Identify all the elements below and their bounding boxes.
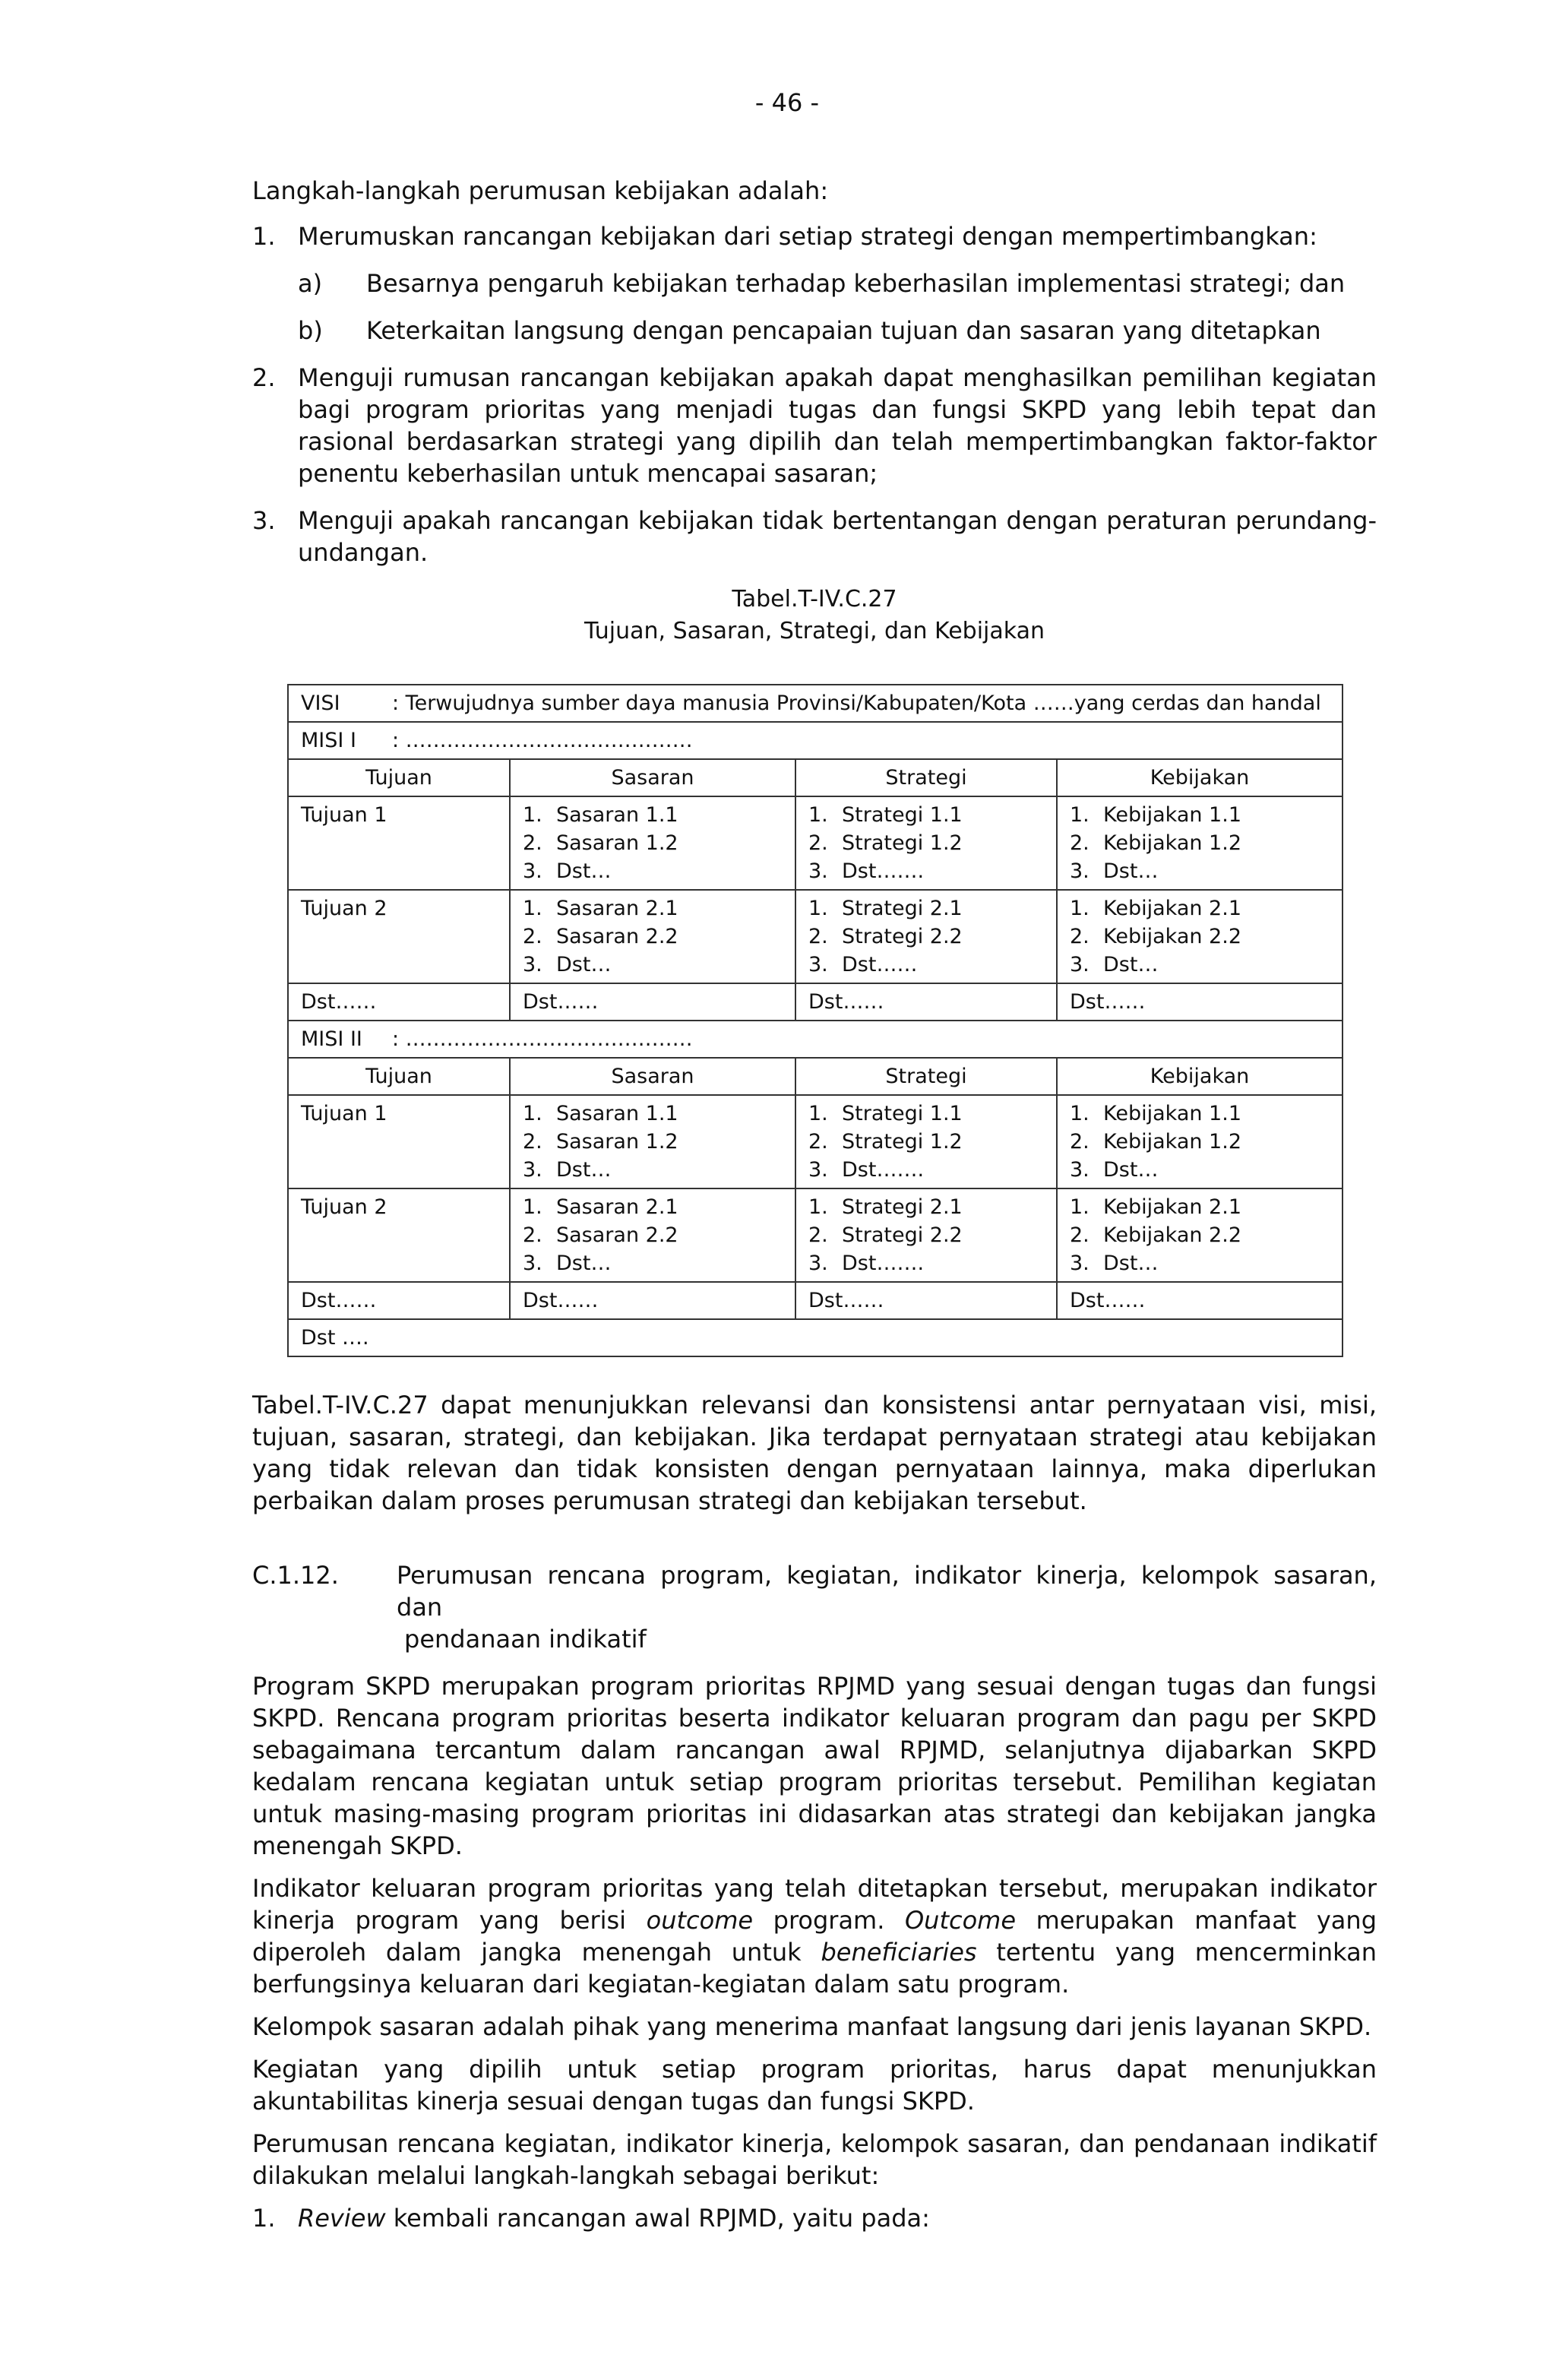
column-header: [795, 1058, 1057, 1095]
kebijakan-cell: [1057, 1095, 1343, 1188]
table-caption-id: Tabel.T-IV.C.27: [732, 586, 897, 612]
list-number: 3.: [1070, 1252, 1090, 1275]
paragraph: Kelompok sasaran adalah pihak yang menerima manfaat langsung dari jenis layanan SKPD.: [252, 2012, 1372, 2041]
list-item: [523, 1193, 783, 1221]
step-item: [252, 220, 1377, 252]
dst-cell: [288, 983, 510, 1021]
visi-text: : Terwujudnya sumber daya manusia Provinsi/Kabupaten/Kota ……yang cerdas dan handal: [392, 692, 1321, 715]
strategi-cell: [795, 796, 1057, 890]
column-header: [1057, 759, 1343, 796]
tujuan-cell: [288, 1188, 510, 1282]
column-header-label: Sasaran: [611, 1065, 694, 1088]
list-number: 1.: [523, 1102, 542, 1125]
strategi-cell: [795, 1188, 1057, 1282]
sasaran-list: [523, 801, 783, 885]
step-text: Merumuskan rancangan kebijakan dari setiap strategi dengan mempertimbangkan:: [298, 222, 1317, 251]
table-row: [288, 1188, 1343, 1282]
misi-row: [288, 722, 1343, 759]
list-text: Sasaran 1.1: [556, 1102, 678, 1125]
sasaran-cell: [510, 1188, 795, 1282]
list-number: 1.: [1070, 897, 1090, 920]
column-header-label: Strategi: [885, 766, 967, 790]
list-number: 1.: [523, 897, 542, 920]
list-number: 2.: [808, 831, 828, 855]
list-number: 1.: [808, 897, 828, 920]
list-text: Sasaran 2.2: [556, 925, 678, 948]
list-item: [1070, 1156, 1330, 1184]
list-item: [1070, 829, 1330, 857]
list-text: Dst…: [1103, 953, 1159, 976]
list-text: Sasaran 1.1: [556, 803, 678, 827]
table-row: [288, 890, 1343, 983]
misi-label: MISI II: [301, 1027, 362, 1051]
tujuan-label: Tujuan 2: [301, 897, 387, 920]
list-text: Dst…: [556, 953, 612, 976]
tujuan-label: Tujuan 1: [301, 803, 387, 827]
column-header-label: Sasaran: [611, 766, 694, 790]
step-text: Menguji apakah rancangan kebijakan tidak bertentangan dengan peraturan perundang-undangan.: [298, 506, 1377, 567]
list-text: Strategi 1.1: [842, 803, 963, 827]
substep-item: [252, 267, 1377, 299]
list-number: 3.: [808, 953, 828, 976]
list-item: [808, 801, 1044, 829]
list-item: [1070, 801, 1330, 829]
dst-text: Dst……: [523, 990, 599, 1014]
list-text: Sasaran 1.2: [556, 1130, 678, 1154]
list-item: [523, 1249, 783, 1277]
substep-number: a): [298, 269, 323, 298]
list-text: Kebijakan 2.2: [1103, 1223, 1241, 1247]
document-body: [252, 175, 1377, 2234]
page-number: - 46 -: [754, 88, 820, 117]
list-text: Sasaran 1.2: [556, 831, 678, 855]
list-text: Strategi 1.1: [842, 1102, 963, 1125]
list-number: 1.: [523, 803, 542, 827]
list-text: Dst…: [1103, 1252, 1159, 1275]
final-text: Dst ….: [301, 1326, 369, 1350]
list-number: 2.: [523, 1223, 542, 1247]
list-item: [523, 894, 783, 923]
step-emphasis: Review: [298, 2204, 386, 2233]
section-title-line1: Perumusan rencana program, kegiatan, indikator kinerja, kelompok sasaran, dan: [397, 1561, 1377, 1622]
list-number: 1.: [523, 1195, 542, 1219]
list-item: [1070, 923, 1330, 951]
paragraph: Program SKPD merupakan program prioritas RPJMD yang sesuai dengan tugas dan fungsi SKPD. Rencana program prioritas beserta indikator keluaran program dan pagu per SKPD sebagaimana tercantum dalam rancangan awal RPJMD, selanjutnya dijabarkan SKPD kedalam rencana kegiatan untuk setiap program prioritas tersebut. Pemilihan kegiatan untuk masing-masing program prioritas ini didasarkan atas strategi dan kebijakan jangka menengah SKPD.: [252, 1672, 1377, 1860]
list-text: Strategi 2.2: [842, 925, 963, 948]
tujuan-label: Tujuan 1: [301, 1102, 387, 1125]
column-header-label: Tujuan: [365, 766, 432, 790]
dst-text: Dst……: [1070, 1289, 1146, 1312]
step-number: 3.: [252, 506, 276, 535]
visi-cell: [288, 685, 1343, 722]
table-row: [288, 1095, 1343, 1188]
list-item: [523, 1128, 783, 1156]
step-text: kembali rancangan awal RPJMD, yaitu pada:: [385, 2204, 930, 2233]
tujuan-label: Tujuan 2: [301, 1195, 387, 1219]
list-text: Kebijakan 1.1: [1103, 803, 1241, 827]
list-item: [1070, 1249, 1330, 1277]
list-text: Dst…: [1103, 1158, 1159, 1182]
list-item: [808, 951, 1044, 979]
misi-text: : ……………………………………: [392, 729, 693, 752]
list-item: [1070, 1221, 1330, 1249]
list-item: [1070, 1100, 1330, 1128]
list-item: [1070, 857, 1330, 885]
tujuan-cell: [288, 1095, 510, 1188]
section-title-line2: pendanaan indikatif: [404, 1625, 647, 1654]
list-number: 3.: [808, 1252, 828, 1275]
dst-cell: [510, 1282, 795, 1319]
dst-cell: [510, 983, 795, 1021]
paragraph: Indikator keluaran program prioritas yang telah ditetapkan tersebut, merupakan indikator kinerja program yang berisi outcome program. Outcome merupakan manfaat yang diperoleh dalam jangka menengah untuk beneficiaries tertentu yang mencerminkan berfungsinya keluaran dari kegiatan-kegiatan dalam satu program.: [252, 1874, 1377, 1999]
list-item: [523, 829, 783, 857]
list-text: Kebijakan 2.1: [1103, 897, 1241, 920]
dst-text: Dst……: [808, 990, 884, 1014]
list-number: 1.: [808, 1195, 828, 1219]
step-item: [252, 362, 1377, 489]
list-text: Dst……: [842, 953, 918, 976]
step-number: 1.: [252, 222, 276, 251]
table-caption-title: Tujuan, Sasaran, Strategi, dan Kebijakan: [584, 618, 1045, 644]
step-number: 2.: [252, 363, 276, 392]
list-number: 3.: [523, 953, 542, 976]
misi-row: [288, 1021, 1343, 1058]
section-code: C.1.12.: [252, 1561, 339, 1590]
visi-label: VISI: [301, 692, 340, 715]
strategi-list: [808, 1100, 1044, 1184]
kebijakan-cell: [1057, 1188, 1343, 1282]
list-item: [808, 829, 1044, 857]
column-header: [288, 759, 510, 796]
final-cell: [288, 1319, 1343, 1356]
table-caption: [252, 584, 1377, 647]
misi-text: : ……………………………………: [392, 1027, 693, 1051]
kebijakan-list: [1070, 1100, 1330, 1184]
list-text: Dst…….: [842, 859, 925, 883]
kebijakan-list: [1070, 801, 1330, 885]
column-header-label: Kebijakan: [1150, 1065, 1250, 1088]
table-header-row: [288, 1058, 1343, 1095]
list-item: [523, 857, 783, 885]
list-number: 3.: [523, 1158, 542, 1182]
list-number: 3.: [1070, 859, 1090, 883]
list-text: Strategi 2.1: [842, 1195, 963, 1219]
list-item: [1070, 1193, 1330, 1221]
list-text: Kebijakan 2.2: [1103, 925, 1241, 948]
list-number: 2.: [808, 1130, 828, 1154]
list-text: Sasaran 2.2: [556, 1223, 678, 1247]
dst-text: Dst……: [808, 1289, 884, 1312]
column-header-label: Strategi: [885, 1065, 967, 1088]
strategi-list: [808, 801, 1044, 885]
list-item: [808, 1156, 1044, 1184]
list-number: 1.: [1070, 1102, 1090, 1125]
column-header: [510, 759, 795, 796]
kebijakan-cell: [1057, 890, 1343, 983]
strategy-policy-table: [287, 684, 1343, 1357]
list-item: [808, 1193, 1044, 1221]
substep-number: b): [298, 316, 323, 345]
dst-text: Dst……: [301, 1289, 377, 1312]
sasaran-list: [523, 1100, 783, 1184]
list-number: 3.: [1070, 1158, 1090, 1182]
dst-cell: [1057, 1282, 1343, 1319]
list-number: 3.: [523, 859, 542, 883]
list-text: Strategi 2.1: [842, 897, 963, 920]
step-text: Menguji rumusan rancangan kebijakan apakah dapat menghasilkan pemilihan kegiatan bagi program prioritas yang menjadi tugas dan fungsi SKPD yang lebih tepat dan rasional berdasarkan strategi yang dipilih dan telah mempertimbangkan faktor-faktor penentu keberhasilan untuk mencapai sasaran;: [298, 363, 1377, 488]
section-heading: [252, 1559, 1377, 1655]
sasaran-cell: [510, 796, 795, 890]
step-item: [252, 505, 1377, 568]
strategi-list: [808, 1193, 1044, 1277]
table-row: [288, 796, 1343, 890]
list-text: Kebijakan 1.1: [1103, 1102, 1241, 1125]
list-item: [523, 1221, 783, 1249]
misi-label: MISI I: [301, 729, 356, 752]
misi-cell: [288, 722, 1343, 759]
list-text: Dst…….: [842, 1252, 925, 1275]
list-item: [808, 857, 1044, 885]
kebijakan-list: [1070, 1193, 1330, 1277]
substep-text: Besarnya pengaruh kebijakan terhadap keberhasilan implementasi strategi; dan: [366, 269, 1346, 298]
step-item: [252, 2202, 1377, 2234]
kebijakan-cell: [1057, 796, 1343, 890]
list-number: 2.: [523, 1130, 542, 1154]
strategi-list: [808, 894, 1044, 979]
table-note: Tabel.T-IV.C.27 dapat menunjukkan relevansi dan konsistensi antar pernyataan visi, misi, tujuan, sasaran, strategi, dan kebijakan. Jika terdapat pernyataan strategi atau kebijakan yang tidak relevan dan tidak konsisten dengan pernyataan lainnya, maka diperlukan perbaikan dalam proses perumusan strategi dan kebijakan tersebut.: [252, 1391, 1377, 1515]
strategi-cell: [795, 890, 1057, 983]
step-number: 1.: [252, 2204, 276, 2233]
list-text: Strategi 2.2: [842, 1223, 963, 1247]
column-header-label: Kebijakan: [1150, 766, 1250, 790]
list-number: 1.: [808, 803, 828, 827]
list-number: 1.: [1070, 803, 1090, 827]
list-item: [808, 1100, 1044, 1128]
strategi-cell: [795, 1095, 1057, 1188]
list-number: 2.: [523, 831, 542, 855]
list-item: [1070, 894, 1330, 923]
list-number: 1.: [1070, 1195, 1090, 1219]
list-number: 2.: [1070, 1130, 1090, 1154]
list-text: Sasaran 2.1: [556, 1195, 678, 1219]
list-number: 3.: [523, 1252, 542, 1275]
misi-cell: [288, 1021, 1343, 1058]
visi-row: [288, 685, 1343, 722]
list-text: Dst…: [556, 859, 612, 883]
list-item: [523, 1156, 783, 1184]
list-number: 3.: [808, 859, 828, 883]
sasaran-cell: [510, 1095, 795, 1188]
list-item: [523, 801, 783, 829]
list-item: [1070, 1128, 1330, 1156]
dst-row: [288, 1282, 1343, 1319]
list-text: Kebijakan 1.2: [1103, 831, 1241, 855]
dst-text: Dst……: [1070, 990, 1146, 1014]
sasaran-list: [523, 894, 783, 979]
dst-row: [288, 983, 1343, 1021]
substep-item: [252, 315, 1377, 347]
list-text: Kebijakan 2.1: [1103, 1195, 1241, 1219]
list-number: 2.: [1070, 925, 1090, 948]
paragraph: Perumusan rencana kegiatan, indikator kinerja, kelompok sasaran, dan pendanaan indikatif dilakukan melalui langkah-langkah sebagai berikut:: [252, 2129, 1377, 2190]
list-item: [808, 1221, 1044, 1249]
dst-cell: [795, 983, 1057, 1021]
column-header: [510, 1058, 795, 1095]
dst-cell: [1057, 983, 1343, 1021]
dst-cell: [795, 1282, 1057, 1319]
final-row: [288, 1319, 1343, 1356]
substep-text: Keterkaitan langsung dengan pencapaian tujuan dan sasaran yang ditetapkan: [366, 316, 1321, 345]
list-number: 2.: [1070, 1223, 1090, 1247]
table-header-row: [288, 759, 1343, 796]
sasaran-cell: [510, 890, 795, 983]
list-number: 2.: [808, 925, 828, 948]
list-number: 3.: [808, 1158, 828, 1182]
column-header: [1057, 1058, 1343, 1095]
list-item: [808, 894, 1044, 923]
sasaran-list: [523, 1193, 783, 1277]
dst-cell: [288, 1282, 510, 1319]
list-text: Kebijakan 1.2: [1103, 1130, 1241, 1154]
list-text: Sasaran 2.1: [556, 897, 678, 920]
list-text: Dst…: [556, 1158, 612, 1182]
list-item: [808, 1249, 1044, 1277]
tujuan-cell: [288, 890, 510, 983]
list-item: [523, 951, 783, 979]
list-number: 3.: [1070, 953, 1090, 976]
column-header-label: Tujuan: [365, 1065, 432, 1088]
list-number: 2.: [808, 1223, 828, 1247]
list-number: 2.: [523, 925, 542, 948]
list-item: [1070, 951, 1330, 979]
paragraph: Kegiatan yang dipilih untuk setiap program prioritas, harus dapat menunjukkan akuntabilitas kinerja sesuai dengan tugas dan fungsi SKPD.: [252, 2055, 1377, 2116]
list-text: Dst…: [556, 1252, 612, 1275]
list-number: 2.: [1070, 831, 1090, 855]
list-item: [808, 923, 1044, 951]
column-header: [288, 1058, 510, 1095]
intro-text: Langkah-langkah perumusan kebijakan adalah:: [252, 176, 829, 205]
list-text: Dst…: [1103, 859, 1159, 883]
list-number: 1.: [808, 1102, 828, 1125]
list-text: Dst…….: [842, 1158, 925, 1182]
list-item: [523, 1100, 783, 1128]
list-text: Strategi 1.2: [842, 831, 963, 855]
list-item: [523, 923, 783, 951]
kebijakan-list: [1070, 894, 1330, 979]
dst-text: Dst……: [523, 1289, 599, 1312]
list-text: Strategi 1.2: [842, 1130, 963, 1154]
column-header: [795, 759, 1057, 796]
dst-text: Dst……: [301, 990, 377, 1014]
list-item: [808, 1128, 1044, 1156]
tujuan-cell: [288, 796, 510, 890]
